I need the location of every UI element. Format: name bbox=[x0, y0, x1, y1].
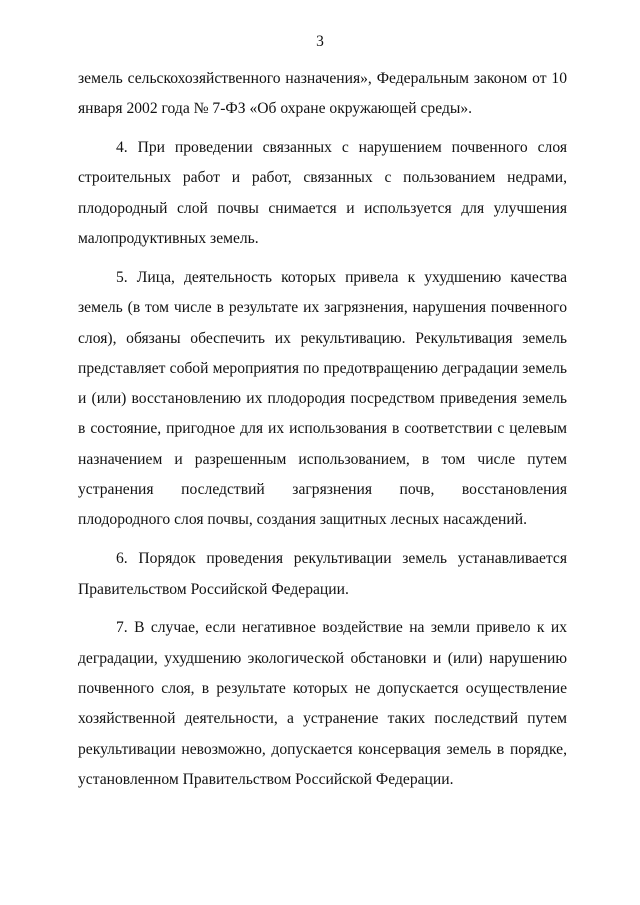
paragraph-item-4: 4. При проведении связанных с нарушением почвенного слоя строительных работ и работ, связанных с пользованием недрами, плодородный слой почвы снимается и используется для улучшения малопродуктивных земель. bbox=[78, 139, 567, 248]
page-number: 3 bbox=[316, 33, 324, 50]
document-body bbox=[78, 64, 567, 795]
paragraph-continuation: земель сельскохозяйственного назначения», Федеральным законом от 10 января 2002 года № 7-ФЗ «Об охране окружающей среды». bbox=[78, 70, 567, 118]
paragraph-item-7: 7. В случае, если негативное воздействие на земли привело к их деградации, ухудшению экологической обстановки и (или) нарушению почвенного слоя, в результате которых не допускается осуществление хозяйственной деятельности, а устранение таких последствий путем рекультивации невозможно, допускается консервация земель в порядке, установленном Правительством Российской Федерации. bbox=[78, 619, 567, 788]
paragraph-item-6: 6. Порядок проведения рекультивации земель устанавливается Правительством Российской Федерации. bbox=[78, 550, 567, 598]
paragraph-item-5: 5. Лица, деятельность которых привела к ухудшению качества земель (в том числе в результате их загрязнения, нарушения почвенного слоя), обязаны обеспечить их рекультивацию. Рекультивация земель представляет собой мероприятия по предотвращению деградации земель и (или) восстановлению их плодородия посредством приведения земель в состояние, пригодное для их использования в соответствии с целевым назначением и разрешенным использованием, в том числе путем устранения последствий загрязнения почв, восстановления плодородного слоя почвы, создания защитных лесных насаждений. bbox=[78, 268, 567, 529]
